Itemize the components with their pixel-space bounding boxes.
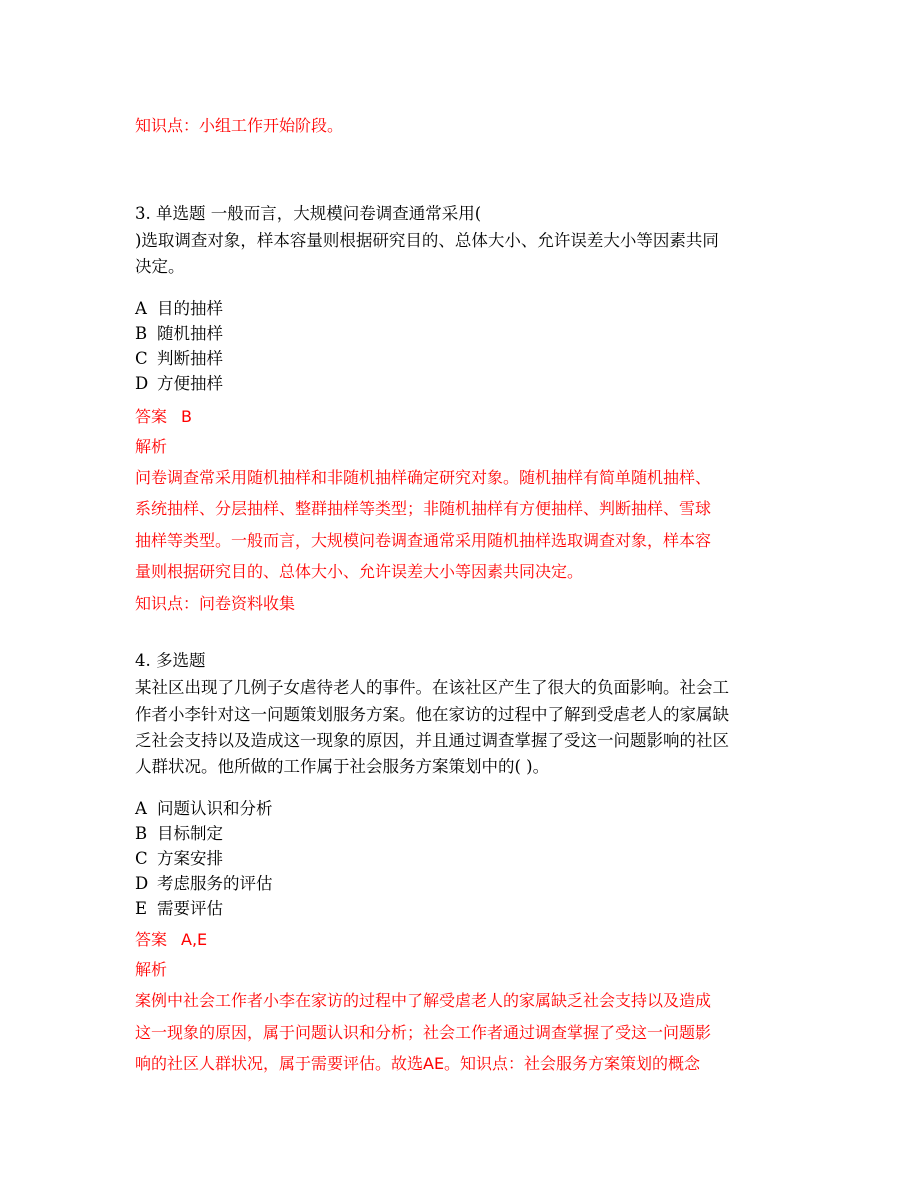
q3-title: 3. 单选题 一般而言，大规模问卷调查通常采用(	[135, 204, 482, 223]
q3-option-d	[135, 372, 223, 396]
option-letter: C	[135, 849, 148, 868]
q4-option-e	[135, 897, 223, 921]
q4-analysis-label: 解析	[135, 960, 168, 979]
q3-analysis-line: 量则根据研究目的、总体大小、允许误差大小等因素共同决定。	[135, 562, 584, 581]
answer-label: 答案	[135, 407, 168, 426]
option-letter: D	[135, 374, 149, 393]
option-text: 问题认识和分析	[157, 799, 273, 818]
q4-stem-line: 人群状况。他所做的工作属于社会服务方案策划中的( )。	[135, 757, 550, 776]
q4-answer	[135, 928, 207, 952]
option-text: 目标制定	[157, 824, 223, 843]
q4-analysis-line: 案例中社会工作者小李在家访的过程中了解受虐老人的家属缺乏社会支持以及造成	[135, 991, 712, 1010]
option-text: 考虑服务的评估	[157, 874, 273, 893]
option-letter: C	[135, 349, 148, 368]
option-text: 需要评估	[157, 899, 223, 918]
answer-value: A,E	[181, 930, 208, 949]
q3-option-b	[135, 322, 223, 346]
q4-stem-line: 某社区出现了几例子女虐待老人的事件。在该社区产生了很大的负面影响。社会工	[135, 678, 729, 697]
answer-value: B	[181, 407, 192, 426]
q4-option-d	[135, 872, 273, 896]
q4-stem-line: 乏社会支持以及造成这一现象的原因，并且通过调查掌握了受这一问题影响的社区	[135, 731, 729, 750]
q3-option-c	[135, 347, 223, 371]
option-letter: E	[135, 899, 148, 918]
option-letter: A	[135, 299, 147, 318]
q4-option-c	[135, 847, 223, 871]
option-text: 目的抽样	[157, 299, 223, 318]
q3-analysis-line: 系统抽样、分层抽样、整群抽样等类型；非随机抽样有方便抽样、判断抽样、雪球	[135, 499, 712, 518]
q3-knowledge-point: 知识点：问卷资料收集	[135, 594, 296, 613]
q4-option-a	[135, 797, 273, 821]
option-letter: B	[135, 824, 148, 843]
q3-option-a	[135, 297, 223, 321]
q3-analysis-line: 问卷调查常采用随机抽样和非随机抽样确定研究对象。随机抽样有简单随机抽样、	[135, 468, 712, 487]
option-text: 方案安排	[157, 849, 223, 868]
q3-stem-line: )选取调查对象，样本容量则根据研究目的、总体大小、允许误差大小等因素共同	[135, 231, 719, 250]
q3-analysis-label: 解析	[135, 437, 168, 456]
answer-label: 答案	[135, 930, 168, 949]
option-text: 随机抽样	[157, 324, 223, 343]
q4-analysis-line: 这一现象的原因，属于问题认识和分析；社会工作者通过调查掌握了受这一问题影	[135, 1023, 712, 1042]
q4-stem-line: 作者小李针对这一问题策划服务方案。他在家访的过程中了解到受虐老人的家属缺	[135, 705, 729, 724]
q4-analysis-line: 响的社区人群状况，属于需要评估。故选AE。知识点：社会服务方案策划的概念	[135, 1054, 701, 1073]
option-text: 判断抽样	[157, 349, 223, 368]
q4-title: 4. 多选题	[135, 651, 206, 670]
option-letter: D	[135, 874, 149, 893]
q3-stem-line: 决定。	[135, 257, 185, 276]
option-letter: A	[135, 799, 147, 818]
q4-option-b	[135, 822, 223, 846]
option-letter: B	[135, 324, 148, 343]
q2-knowledge-point: 知识点：小组工作开始阶段。	[135, 116, 344, 135]
option-text: 方便抽样	[157, 374, 223, 393]
q3-answer	[135, 405, 192, 429]
q3-analysis-line: 抽样等类型。一般而言，大规模问卷调查通常采用随机抽样选取调查对象，样本容	[135, 531, 712, 550]
